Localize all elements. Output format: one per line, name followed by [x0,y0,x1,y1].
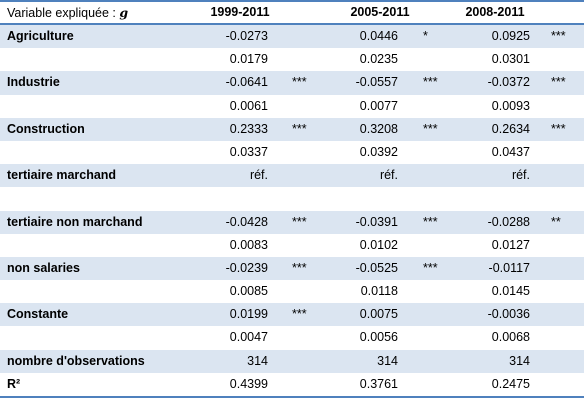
table-row [0,71,584,94]
column-header-2008-2011: 2008-2011 [465,5,525,19]
value-1999-2011: 0.4399 [229,376,268,391]
signif-1999-2011: *** [292,121,307,136]
row-label: Agriculture [7,29,74,43]
row-label: tertiaire marchand [7,168,117,183]
signif-1999-2011: *** [292,307,307,322]
value-2008-2011: -0.0117 [488,260,530,275]
value-2008-2011: -0.0288 [487,214,530,229]
value-1999-2011: réf. [249,168,268,183]
value-2008-2011: 0.2634 [491,121,530,136]
value-2008-2011: 0.0093 [491,98,530,113]
value-2005-2011: 0.0077 [359,98,398,113]
column-header-1999-2011: 1999-2011 [210,5,270,19]
value-2005-2011: 0.0446 [359,29,398,43]
value-2005-2011: 0.3208 [359,121,398,136]
value-2005-2011: 0.0118 [360,284,398,299]
value-1999-2011: -0.0273 [225,29,268,43]
value-2005-2011: 0.0102 [359,237,398,252]
signif-1999-2011: *** [292,214,307,229]
value-1999-2011: 0.0337 [229,144,268,159]
value-2005-2011: 0.0235 [359,52,398,67]
table-row [0,234,584,257]
value-2005-2011: -0.0391 [355,214,398,229]
table-row [0,280,584,303]
value-1999-2011: -0.0641 [225,75,268,90]
value-2008-2011: 0.0068 [491,330,530,345]
value-1999-2011: 0.0047 [229,330,268,345]
table-row [0,211,584,234]
value-1999-2011: -0.0239 [225,260,268,275]
row-label: tertiaire non marchand [7,214,143,229]
table-row [0,118,584,141]
signif-2005-2011: *** [423,121,438,136]
row-label: Constante [7,307,69,322]
table-row [0,373,584,398]
value-2005-2011: -0.0557 [355,75,398,90]
table-row [0,141,584,164]
value-1999-2011: 0.0085 [229,284,268,299]
table-row [0,95,584,118]
table-row [0,25,584,48]
signif-2008-2011: *** [551,75,566,90]
table-row [0,48,584,71]
table-row [0,187,584,210]
value-2008-2011: 0.0127 [491,237,530,252]
signif-2005-2011: * [423,29,428,43]
signif-1999-2011: *** [292,260,307,275]
value-2005-2011: 0.3761 [359,376,398,391]
table-row [0,303,584,326]
value-2005-2011: 314 [377,353,398,368]
table-row [0,326,584,349]
signif-1999-2011: *** [292,75,307,90]
row-label: non salaries [7,260,80,275]
table-row [0,164,584,187]
value-1999-2011: 0.0199 [229,307,268,322]
signif-2005-2011: *** [423,260,438,275]
value-1999-2011: -0.0428 [225,214,268,229]
header-label [7,2,128,24]
table-row [0,257,584,280]
header-label-variable: g [119,5,129,20]
table-row [0,350,584,373]
row-label: R² [7,376,21,391]
value-2008-2011: 0.2475 [491,376,530,391]
value-2008-2011: 0.0301 [491,52,530,67]
value-1999-2011: 0.0061 [229,98,268,113]
value-2005-2011: -0.0525 [355,260,398,275]
signif-2008-2011: ** [551,214,561,229]
value-2008-2011: réf. [511,168,530,183]
value-2008-2011: -0.0372 [487,75,530,90]
signif-2005-2011: *** [423,75,438,90]
value-2008-2011: 314 [509,353,530,368]
column-header-2005-2011: 2005-2011 [350,5,410,19]
row-label: Industrie [7,75,60,90]
value-2008-2011: -0.0036 [487,307,530,322]
table-header-row [0,0,584,25]
header-label-prefix: Variable expliquée : [7,6,120,20]
table-body [0,25,584,398]
value-2008-2011: 0.0145 [491,284,530,299]
value-2005-2011: réf. [379,168,398,183]
value-1999-2011: 0.2333 [229,121,268,136]
value-2008-2011: 0.0925 [491,29,530,43]
signif-2008-2011: *** [551,29,566,43]
value-1999-2011: 0.0083 [229,237,268,252]
row-label: nombre d'observations [7,353,145,368]
value-2005-2011: 0.0392 [359,144,398,159]
signif-2005-2011: *** [423,214,438,229]
value-2005-2011: 0.0056 [359,330,398,345]
value-1999-2011: 0.0179 [229,52,268,67]
value-2008-2011: 0.0437 [491,144,530,159]
row-label: Construction [7,121,85,136]
value-1999-2011: 314 [247,353,268,368]
value-2005-2011: 0.0075 [359,307,398,322]
signif-2008-2011: *** [551,121,566,136]
